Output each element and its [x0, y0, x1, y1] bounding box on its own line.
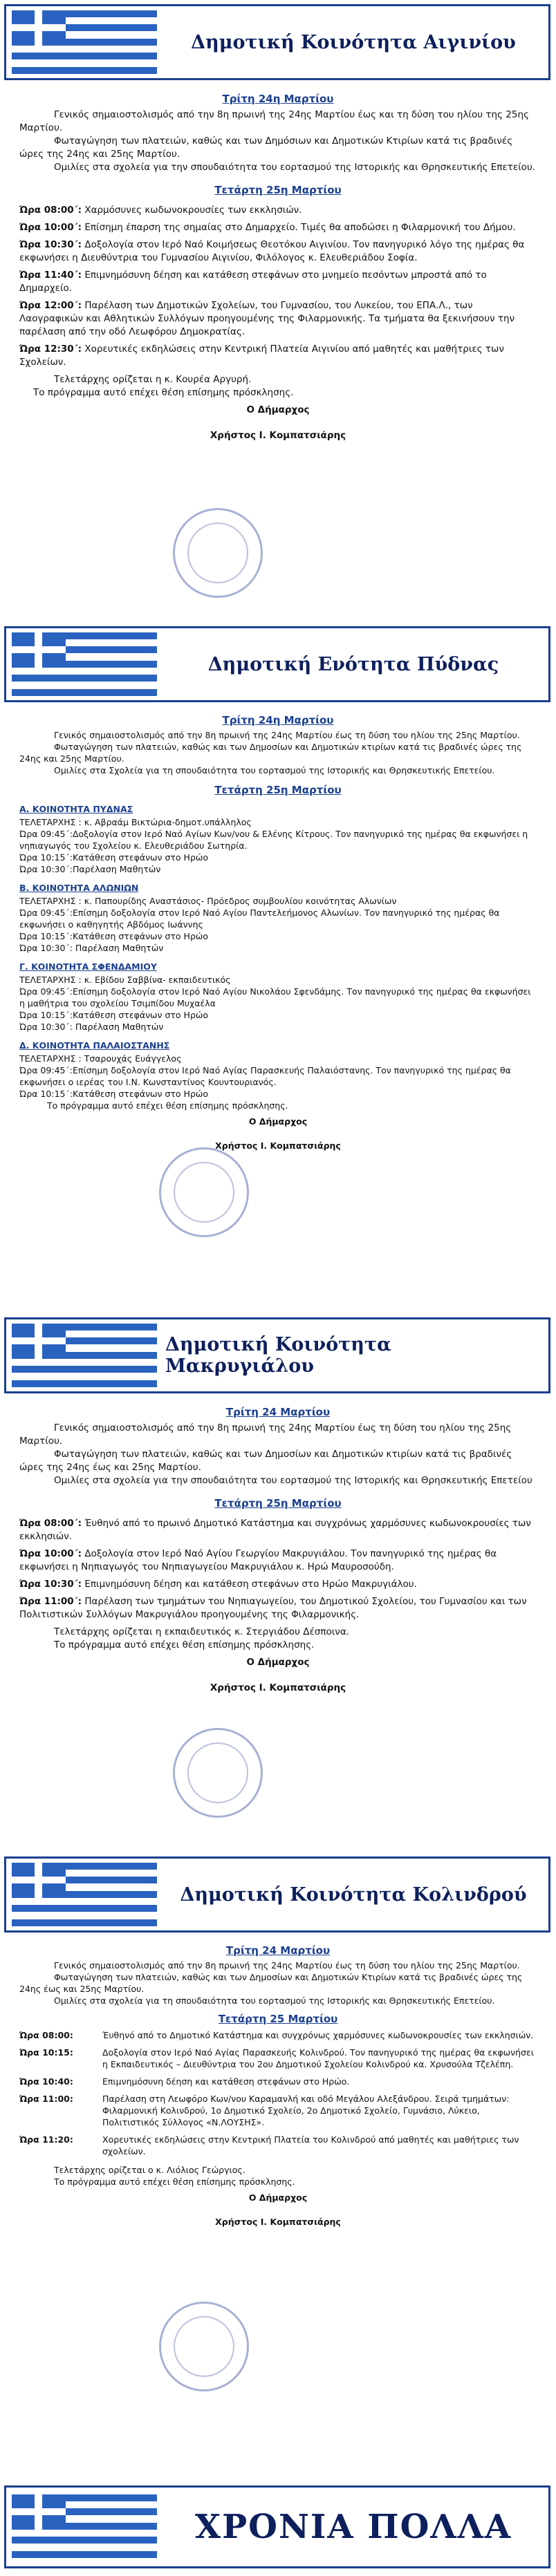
- line: Ώρα 09:45΄:Δοξολογία στον Ιερό Ναό Αγίων Κων/νου & Ελένης Κίτρους. Τον πανηγυρικό της ημέρας θα εκφωνήσει η νηπιαγωγός του Σχολείου κ. Ελευθεριάδου Σωτηρία.: [19, 829, 528, 851]
- line: Το πρόγραμμα αυτό επέχει θέση επίσημης πρόσκλησης.: [47, 1100, 288, 1111]
- schedule-item: Ώρα 11:40΄: Επιμνημόσυνη δέηση και κατάθεση στεφάνων στο μνημείο πεσόντων μπροστά από το Δημαρχείο.: [19, 270, 487, 294]
- line: Ώρα 10:30΄: Παρέλαση Μαθητών: [19, 943, 164, 953]
- schedule-item: Ώρα 11:00΄: Παρέλαση των τμημάτων του Νηπιαγωγείου, του Δημοτικού Σχολείου, του Γυμνασίου και των Πολιτιστικών Συλλόγων Μακρυγιάλου προηγουμένης της Φιλαρμονικής.: [19, 1596, 527, 1620]
- paragraph: Ομιλίες στα Σχολεία για τη σπουδαιότητα του εορτασμού της Ιστορικής και Θρησκευτικής Επετείου.: [54, 765, 495, 775]
- schedule-text: Επιμνημόσυνη δέηση και κατάθεση στεφάνων στο Ηρώο.: [102, 2076, 350, 2087]
- mayor-label: Ο Δήμαρχος: [246, 1657, 310, 1668]
- line: Ώρα 09:45΄:Επίσημη δοξολογία στον Ιερό Ναό Αγίας Παρασκευής Παλαιόστανης. Τον πανηγυρικό της ημέρας θα εκφωνήσει ο ιερέας του Ι.Ν. Κωνσταντίνος Κουντουριανός.: [19, 1065, 511, 1087]
- day-heading: Τετάρτη 25η Μαρτίου: [214, 1497, 342, 1510]
- day-heading: Τετάρτη 25η Μαρτίου: [214, 184, 342, 196]
- banner-kolindros: [4, 1856, 550, 1933]
- banner-aiginio: [4, 4, 550, 80]
- schedule-text: Παρέλαση στη Λεωφόρο Κων/νου Καραμανλή και οδό Μεγάλου Αλεξάνδρου. Σειρά τμημάτων: Φιλαρμονική Κολινδρού, 1ο Δημοτικό Σχολείο, 2ο Δημοτικό Σχολείο, Γυμνάσιο, Λύκειο, Πολιτιστικός Σύλλογος «Ν.ΛΟΥΣΗΣ».: [102, 2094, 510, 2127]
- official-stamp-icon: [173, 1728, 263, 1818]
- schedule-item: Ώρα 10:00΄: Δοξολογία στον Ιερό Ναό Αγίου Γεωργίου Μακρυγιάλου. Τον πανηγυρικό της ημέρας θα εκφωνήσει η Νηπιαγωγός του Νηπιαγωγείου Μακρυγιάλου κ. Ηρώ Μαυροσούδη.: [19, 1548, 497, 1572]
- schedule-item: Ώρα 10:00΄: Επίσημη έπαρση της σημαίας στο Δημαρχείο. Τιμές θα αποδώσει η Φιλαρμονική του Δήμου.: [19, 222, 516, 233]
- schedule-text: Έυθηνό από το Δημοτικό Κατάστημα και συγχρόνως χαρμόσυνες κωδωνοκρουσίες των εκκλησιών.: [102, 2030, 534, 2040]
- signature-block: [19, 1116, 537, 1151]
- greek-flag-icon: [12, 1863, 157, 1926]
- greek-flag-icon: [12, 10, 157, 74]
- schedule-item: Ώρα 10:30΄: Δοξολογία στον Ιερό Ναό Κοιμήσεως Θεοτόκου Αιγινίου. Τον πανηγυρικό λόγο της ημέρας θα εκφωνήσει η Διευθύντρια του Γυμνασίου Αιγινίου, Φιλόλογος κ. Ελευθεριάδου Σοφία.: [19, 239, 525, 263]
- schedule-time: Ώρα 10:15:: [19, 2047, 73, 2058]
- schedule-time: Ώρα 11:00:: [19, 2094, 73, 2104]
- signature-block: [19, 2192, 537, 2228]
- signature-block: [19, 404, 537, 442]
- line: ΤΕΛΕΤΑΡΧΗΣ : κ. Παπουρίδης Αναστάσιος- Πρόεδρος συμβουλίου κοινότητας Αλωνίων: [19, 896, 397, 906]
- line: Ώρα 09:45΄:Επίσημη δοξολογία στον Ιερό Ναό Αγίου Παντελεήμονος Αλωνίων. Τον πανηγυρικό της ημέρας θα εκφωνήσει ο καθηγητής Αβδόμος Ιωάννης: [19, 908, 500, 930]
- official-stamp-icon: [159, 1147, 249, 1237]
- community-heading: Γ. ΚΟΙΝΟΤΗΤΑ ΣΦΕΝΔΑΜΙΟΥ: [19, 961, 157, 972]
- greek-flag-icon: [12, 632, 157, 696]
- line: ΤΕΛΕΤΑΡΧΗΣ : κ. Αβραάμ Βικτώρια-δημοτ.υπάλληλος: [19, 817, 252, 827]
- section-title: Δημοτική Κοινότητα Αιγινίου: [191, 31, 516, 53]
- section-title: Δημοτική Κοινότητα Κολινδρού: [180, 1883, 527, 1906]
- banner-pydna: [4, 626, 550, 702]
- schedule-item: Ώρα 12:00΄: Παρέλαση των Δημοτικών Σχολείων, του Γυμνασίου, του Λυκείου, του ΕΠΑ.Λ., των Λαογραφικών και Αθλητικών Συλλόγων προηγουμένης της Φιλαρμονικής. Τα τμήματα θα ξεκινήσουν την παρέλαση από την οδό Λεωφόρου Δημοκρατίας.: [19, 300, 515, 337]
- schedule-item: Ώρα 10:30΄: Επιμνημόσυνη δέηση και κατάθεση στεφάνων στο Ηρώο Μακρυγιάλου.: [19, 1579, 417, 1590]
- schedule-time: Ώρα 10:40:: [19, 2076, 73, 2087]
- greek-flag-icon: [12, 1324, 157, 1387]
- day-heading: Τρίτη 24η Μαρτίου: [222, 93, 334, 105]
- schedule-item: Ώρα 12:30΄: Χορευτικές εκδηλώσεις στην Κεντρική Πλατεία Αιγινίου από μαθητές και μαθήτριες των Σχολείων.: [19, 344, 504, 368]
- line: Ώρα 10:15΄:Κατάθεση στεφάνων στο Ηρώο: [19, 1010, 208, 1020]
- day-heading: Τετάρτη 25η Μαρτίου: [214, 784, 342, 796]
- greeting-title: ΧΡΟΝΙΑ ΠΟΛΛΑ: [194, 2508, 512, 2546]
- mayor-name: Χρήστος Ι. Κομπατσιάρης: [215, 1140, 341, 1151]
- day-heading: Τετάρτη 25 Μαρτίου: [218, 2013, 338, 2025]
- paragraph: Ομιλίες στα σχολεία για τη σπουδαιότητα του εορτασμού της Ιστορικής και Θρησκευτικής Επετείου.: [54, 1995, 495, 2006]
- greek-flag-icon: [12, 2492, 157, 2561]
- paragraph: Φωταγώγηση των πλατειών, καθώς και των Δημοσίων και Δημοτικών Κτιρίων κατά τις βραδινές ώρες της 24ης έως και 25ης Μαρτίου.: [19, 1972, 523, 1994]
- mayor-label: Ο Δήμαρχος: [246, 404, 310, 415]
- closing-text: Το πρόγραμμα αυτό επέχει θέση επίσημης πρόσκλησης.: [54, 1639, 315, 1651]
- closing-text: Το πρόγραμμα αυτό επέχει θέση επίσημης πρόσκλησης.: [33, 387, 294, 398]
- line: Ώρα 10:30΄:Παρέλαση Μαθητών: [19, 864, 161, 874]
- paragraph: Γενικός σημαιοστολισμός από την 8η πρωινή της 24ης Μαρτίου έως τη δύση του ηλίου της 25ης Μαρτίου.: [54, 1960, 520, 1971]
- line: Ώρα 10:15΄:Κατάθεση στεφάνων στο Ηρώο: [19, 931, 208, 941]
- schedule-item: Ώρα 08:00΄: Έυθηνό από το πρωινό Δημοτικό Κατάστημα και συγχρόνως χαρμόσυνες κωδωνοκρουσίες των εκκλησιών.: [19, 1518, 531, 1542]
- schedule-time: Ώρα 08:00:: [19, 2030, 73, 2040]
- paragraph: Γενικός σημαιοστολισμός από την 8η πρωινή της 24ης Μαρτίου έως και τη δύση του ηλίου της 25ης Μαρτίου.: [19, 109, 529, 133]
- community-heading: Β. ΚΟΙΝΟΤΗΤΑ ΑΛΩΝΙΩΝ: [19, 883, 139, 893]
- closing-text: Τελετάρχης ορίζεται η κ. Κουρέα Αργυρή.: [54, 374, 252, 385]
- signature-block: [19, 1656, 537, 1695]
- banner-greeting: [4, 2485, 550, 2568]
- closing-text: Τελετάρχης ορίζεται η εκπαιδευτικός κ. Στεργιάδου Δέσποινα.: [54, 1626, 350, 1637]
- paragraph: Φωταγώγηση των πλατειών, καθώς και των Δημοσίων και Δημοτικών κτιρίων κατά τις βραδινές ώρες της 24ης έως και 25ης Μαρτίου.: [19, 1449, 512, 1473]
- schedule-table: [19, 2029, 537, 2157]
- schedule-text: Δοξολογία στον Ιερό Ναό Αγίας Παρασκευής Κολινδρού. Τον πανηγυρικό της ημέρας θα εκφωνήσει η Εκπαιδευτικός – Διευθύντρια του 2ου Δημοτικού Σχολείου Κολινδρού κα. Χρυσούλα Τζελέπη.: [102, 2047, 534, 2069]
- paragraph: Γενικός σημαιοστολισμός από την 8η πρωινή της 24ης Μαρτίου έως τη δύση του ηλίου της 25ης Μαρτίου.: [54, 730, 520, 740]
- section-title: Δημοτική Ενότητα Πύδνας: [207, 653, 499, 675]
- community-heading: Α. ΚΟΙΝΟΤΗΤΑ ΠΥΔΝΑΣ: [19, 804, 133, 814]
- day-heading: Τρίτη 24η Μαρτίου: [222, 714, 334, 726]
- paragraph: Φωταγώγηση των πλατειών, καθώς και των Δημοσίων και Δημοτικών κτιρίων κατά τις βραδινές ώρες της 24ης και 25ης Μαρτίου.: [19, 742, 522, 764]
- day-heading: Τρίτη 24 Μαρτίου: [225, 1944, 331, 1957]
- mayor-label: Ο Δήμαρχος: [248, 1116, 308, 1127]
- schedule-item: Ώρα 08:00΄: Χαρμόσυνες κωδωνοκρουσίες των εκκλησιών.: [19, 205, 302, 216]
- schedule-time: Ώρα 11:20:: [19, 2134, 73, 2145]
- official-stamp-icon: [159, 2302, 249, 2391]
- mayor-name: Χρήστος Ι. Κομπατσιάρης: [215, 2217, 341, 2227]
- line: Ώρα 10:15΄:Κατάθεση στεφάνων στο Ηρώο: [19, 852, 208, 863]
- line: Ώρα 10:30΄: Παρέλαση Μαθητών: [19, 1022, 164, 1032]
- mayor-name: Χρήστος Ι. Κομπατσιάρης: [210, 430, 346, 441]
- section-title: Δημοτική Κοινότητα Μακρυγιάλου: [165, 1334, 391, 1377]
- day-heading: Τρίτη 24 Μαρτίου: [225, 1406, 331, 1418]
- schedule-text: Χορευτικές εκδηλώσεις στην Κεντρική Πλατεία του Κολινδρού από μαθητές και μαθήτριες των σχολείων.: [102, 2134, 519, 2156]
- closing-text: Τελετάρχης ορίζεται ο κ. Λιόλιος Γεώργιος.: [54, 2165, 245, 2175]
- line: ΤΕΛΕΤΑΡΧΗΣ : Τσαρουχάς Ευάγγελος: [19, 1053, 182, 1064]
- paragraph: Ομιλίες στα σχολεία για την σπουδαιότητα του εορτασμού της Ιστορικής και Θρησκευτικής Επετείου: [54, 1475, 532, 1486]
- line: Ώρα 10:15΄:Κατάθεση στεφάνων στο Ηρώο: [19, 1089, 208, 1099]
- paragraph: Γενικός σημαιοστολισμός από την 8η πρωινή της 24ης Μαρτίου έως τη δύση του ηλίου της 25ης Μαρτίου.: [19, 1422, 512, 1447]
- mayor-label: Ο Δήμαρχος: [248, 2192, 308, 2203]
- community-heading: Δ. ΚΟΙΝΟΤΗΤΑ ΠΑΛΑΙΟΣΤΑΝΗΣ: [19, 1040, 170, 1051]
- mayor-name: Χρήστος Ι. Κομπατσιάρης: [210, 1682, 346, 1693]
- paragraph: Ομιλίες στα σχολεία για την σπουδαιότητα του εορτασμού της Ιστορικής και Θρησκευτικής Επετείου.: [54, 162, 536, 173]
- official-stamp-icon: [173, 508, 263, 598]
- paragraph: Φωταγώγηση των πλατειών, καθώς και των Δημόσιων και Δημοτικών Κτιρίων κατά τις βραδινές ώρες της 24ης και 25ης Μαρτίου.: [19, 135, 513, 160]
- line: ΤΕΛΕΤΑΡΧΗΣ : κ. Εβίδου Σαββίνα- εκπαιδευτικός: [19, 975, 231, 985]
- banner-makrygialos: [4, 1317, 550, 1393]
- closing-text: Το πρόγραμμα αυτό επέχει θέση επίσημης πρόσκλησης.: [54, 2177, 295, 2187]
- line: Ώρα 09:45΄:Επίσημη δοξολογία στον Ιερό Ναό Αγίου Νικολάου Σφενδάμης. Τον πανηγυρικό της ημέρας θα εκφωνήσει η μαθήτρια του σχολείου Τσιμπίδου Μυχαέλα: [19, 986, 531, 1008]
